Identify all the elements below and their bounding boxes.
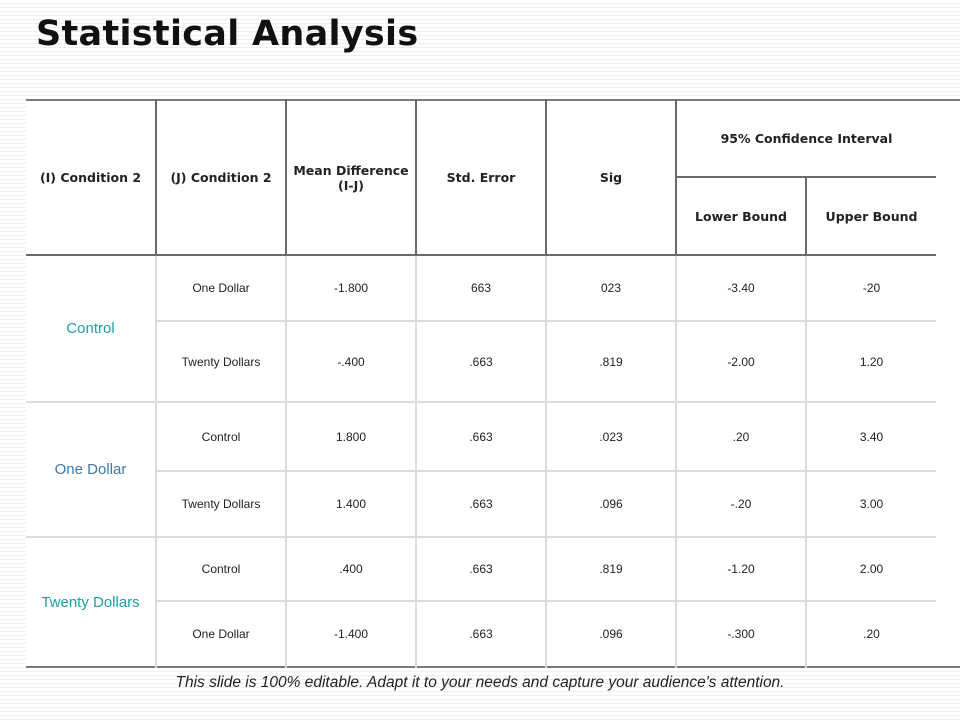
cell-std-error: .663 (416, 537, 546, 601)
cell-j-condition: Control (156, 537, 286, 601)
header-confidence-interval: 95% Confidence Interval (676, 100, 936, 177)
cell-mean-difference: -1.800 (286, 255, 416, 321)
cell-sig: .819 (546, 321, 676, 402)
cell-lower-bound: -3.40 (676, 255, 806, 321)
cell-upper-bound: 3.00 (806, 471, 936, 537)
cell-sig: .096 (546, 471, 676, 537)
cell-sig: 023 (546, 255, 676, 321)
cell-std-error: .663 (416, 601, 546, 667)
cell-std-error: .663 (416, 471, 546, 537)
cell-sig: .096 (546, 601, 676, 667)
cell-j-condition: One Dollar (156, 601, 286, 667)
cell-lower-bound: -.20 (676, 471, 806, 537)
cell-upper-bound: .20 (863, 627, 880, 641)
cell-lower-bound: -.300 (676, 601, 806, 667)
table-row (26, 321, 960, 402)
table-row (26, 471, 960, 537)
header-std-error: Std. Error (416, 100, 546, 255)
footer-note: This slide is 100% editable. Adapt it to your needs and capture your audience's attention. (175, 674, 785, 691)
header-sig: Sig (546, 100, 676, 255)
cell-j-condition: Control (156, 402, 286, 471)
cell-mean-difference: .400 (286, 537, 416, 601)
cell-sig: .023 (546, 402, 676, 471)
cell-j-condition: Twenty Dollars (156, 321, 286, 402)
table-row (26, 601, 960, 667)
group-label-twenty-dollars: Twenty Dollars (26, 537, 156, 667)
cell-std-error: 663 (416, 255, 546, 321)
cell-j-condition: Twenty Dollars (156, 471, 286, 537)
header-mean-difference: Mean Difference (I-J) (286, 100, 416, 255)
header-lower-bound: Lower Bound (676, 177, 806, 255)
table-row (26, 255, 960, 321)
header-j-condition: (J) Condition 2 (156, 100, 286, 255)
group-label-control: Control (26, 255, 156, 402)
cell-upper-bound: -20 (806, 255, 936, 321)
cell-sig: .819 (546, 537, 676, 601)
cell-j-condition: One Dollar (156, 255, 286, 321)
cell-upper-bound: 3.40 (806, 402, 936, 471)
cell-lower-bound: -1.20 (676, 537, 806, 601)
cell-std-error: .663 (416, 321, 546, 402)
table-row (26, 402, 960, 471)
cell-upper-bound: 1.20 (806, 321, 936, 402)
cell-mean-difference: 1.800 (286, 402, 416, 471)
header-upper-bound: Upper Bound (806, 177, 936, 255)
cell-mean-difference: -1.400 (286, 601, 416, 667)
table-row (26, 537, 960, 601)
cell-lower-bound: -2.00 (676, 321, 806, 402)
cell-lower-bound: .20 (676, 402, 806, 471)
header-i-condition: (I) Condition 2 (26, 100, 156, 255)
cell-upper-bound: 2.00 (806, 537, 936, 601)
group-label-one-dollar: One Dollar (26, 402, 156, 537)
cell-std-error: .663 (416, 402, 546, 471)
header-row (26, 100, 960, 177)
slide-title: Statistical Analysis (36, 14, 419, 54)
statistics-table (26, 99, 960, 668)
cell-mean-difference: 1.400 (286, 471, 416, 537)
cell-mean-difference: -.400 (286, 321, 416, 402)
